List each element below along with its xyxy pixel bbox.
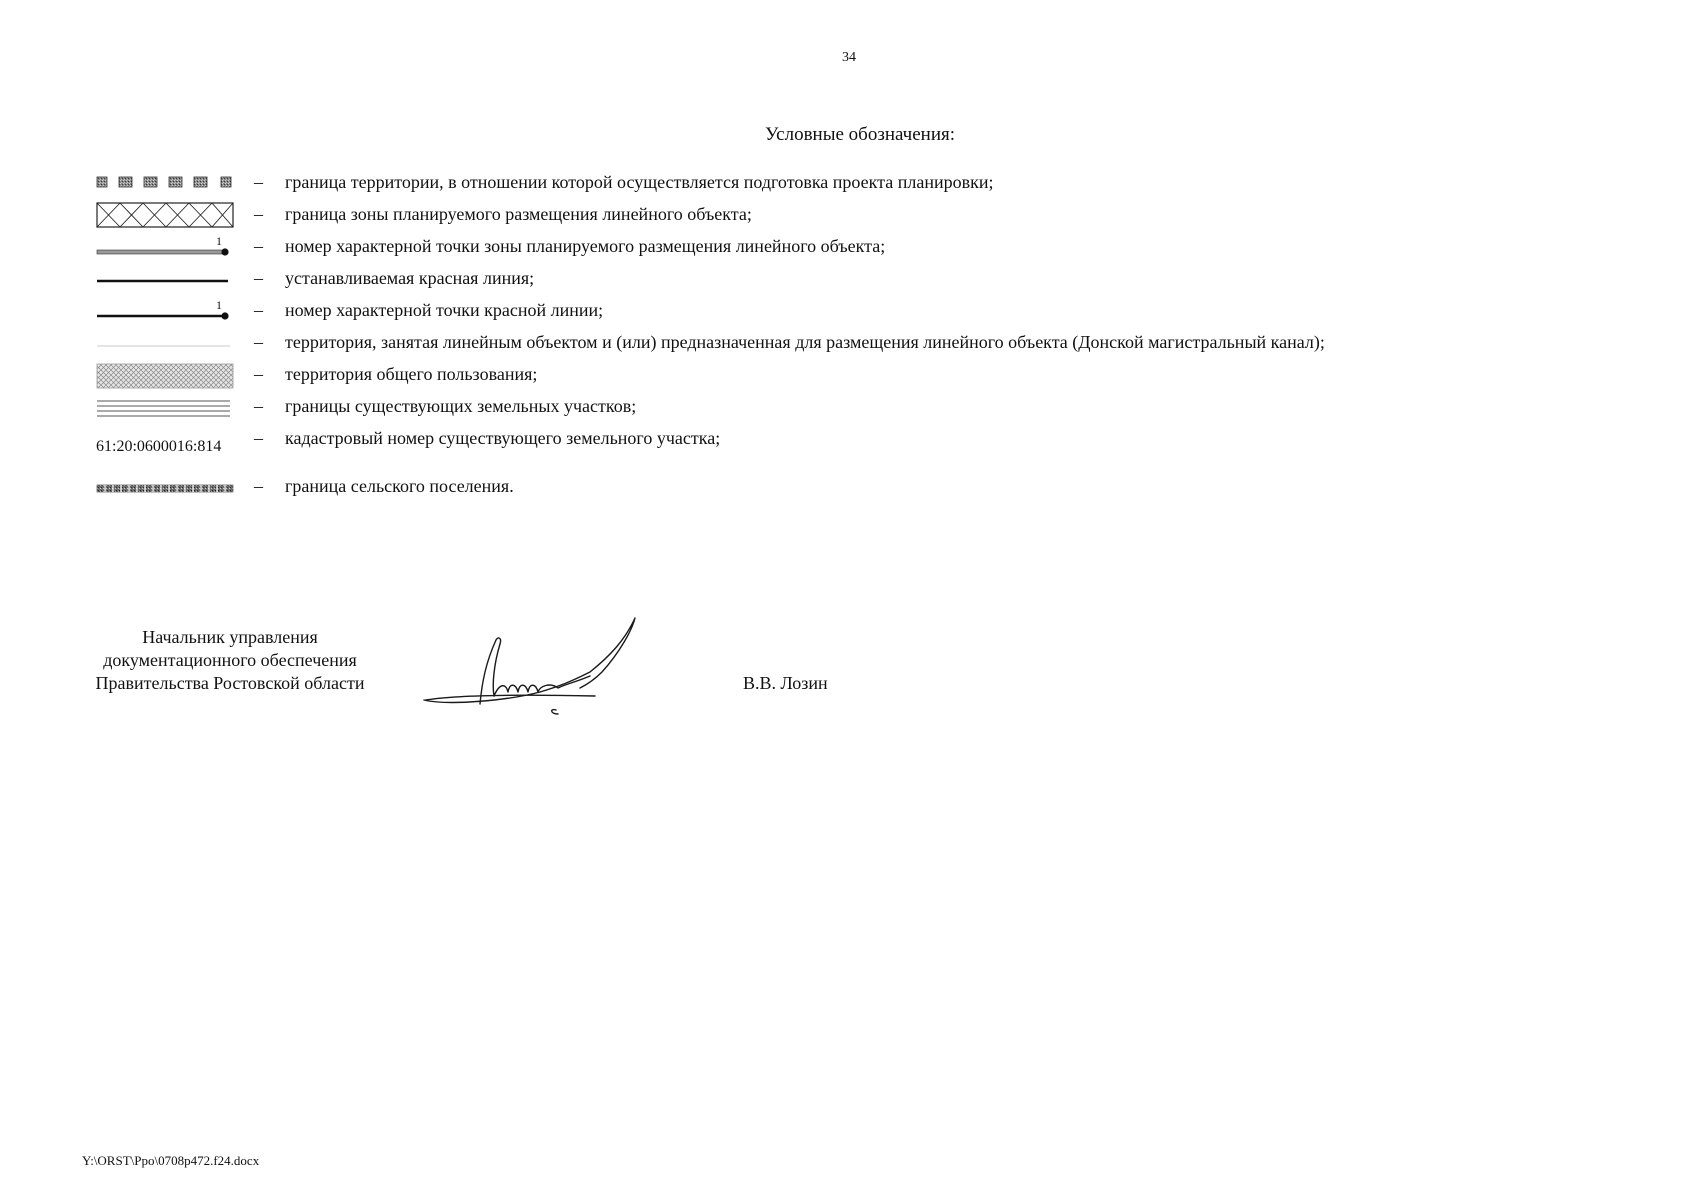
legend-title: Условные обозначения:	[764, 124, 956, 145]
legend-point-number: 1	[216, 298, 222, 312]
legend-dash: –	[254, 364, 263, 384]
legend-item	[96, 264, 1656, 294]
handwritten-signature	[420, 612, 660, 727]
signer-position-line: Начальник управления	[142, 627, 318, 647]
linear-object-territory-symbol	[96, 328, 236, 358]
existing-land-plots-boundary-symbol	[96, 392, 236, 422]
legend-dash: –	[254, 236, 263, 256]
red-line-characteristic-point-symbol	[96, 296, 236, 326]
legend-item-text: территория общего пользования;	[285, 364, 538, 384]
legend-item	[96, 392, 1656, 422]
legend-item-text: номер характерной точки зоны планируемого размещения линейного объекта;	[285, 236, 886, 256]
legend-item	[96, 232, 1656, 262]
planning-territory-boundary-symbol	[96, 168, 236, 198]
legend-item	[96, 200, 1656, 230]
page-number: 34	[842, 50, 856, 65]
legend-item	[96, 424, 1656, 468]
public-use-territory-symbol	[96, 360, 236, 390]
legend-item-text: граница сельского поселения.	[285, 476, 514, 496]
legend-item-text: территория, занятая линейным объектом и (или) предназначенная для размещения линейного объекта (Донской магистральный канал);	[285, 332, 1325, 352]
legend-dash: –	[254, 204, 263, 224]
linear-object-zone-boundary-symbol	[96, 200, 236, 230]
legend-item-text: кадастровый номер существующего земельного участка;	[285, 428, 721, 448]
legend-item-text: устанавливаемая красная линия;	[285, 268, 535, 288]
signature-block	[0, 620, 1698, 730]
legend-dash: –	[254, 172, 263, 192]
legend-dash: –	[254, 300, 263, 320]
legend-dash: –	[254, 332, 263, 352]
legend-item	[96, 472, 1656, 502]
legend-dash: –	[254, 428, 263, 448]
legend-item-text: граница зоны планируемого размещения линейного объекта;	[285, 204, 752, 224]
document-file-path: Y:\ORST\Ppo\0708p472.f24.docx	[82, 1153, 260, 1168]
rural-settlement-boundary-symbol	[96, 472, 236, 502]
legend-item	[96, 360, 1656, 390]
zone-characteristic-point-symbol	[96, 232, 236, 262]
legend-item-text: граница территории, в отношении которой осуществляется подготовка проекта планировки;	[285, 172, 994, 192]
cadastral-number-label: 61:20:0600016:814	[96, 438, 222, 455]
legend-item	[96, 168, 1656, 198]
legend-item-text: границы существующих земельных участков;	[285, 396, 637, 416]
legend-dash: –	[254, 268, 263, 288]
red-line-symbol	[96, 264, 236, 294]
signer-position-line: документационного обеспечения	[103, 650, 357, 670]
legend-point-number: 1	[216, 234, 222, 248]
legend-dash: –	[254, 476, 263, 496]
cadastral-number-sample	[96, 424, 236, 468]
legend-item	[96, 328, 1656, 358]
legend-dash: –	[254, 396, 263, 416]
signer-position-line: Правительства Ростовской области	[95, 673, 365, 693]
signer-name: В.В. Лозин	[743, 673, 828, 693]
signer-position	[60, 626, 400, 695]
legend-item	[96, 296, 1656, 326]
legend-item-text: номер характерной точки красной линии;	[285, 300, 604, 320]
